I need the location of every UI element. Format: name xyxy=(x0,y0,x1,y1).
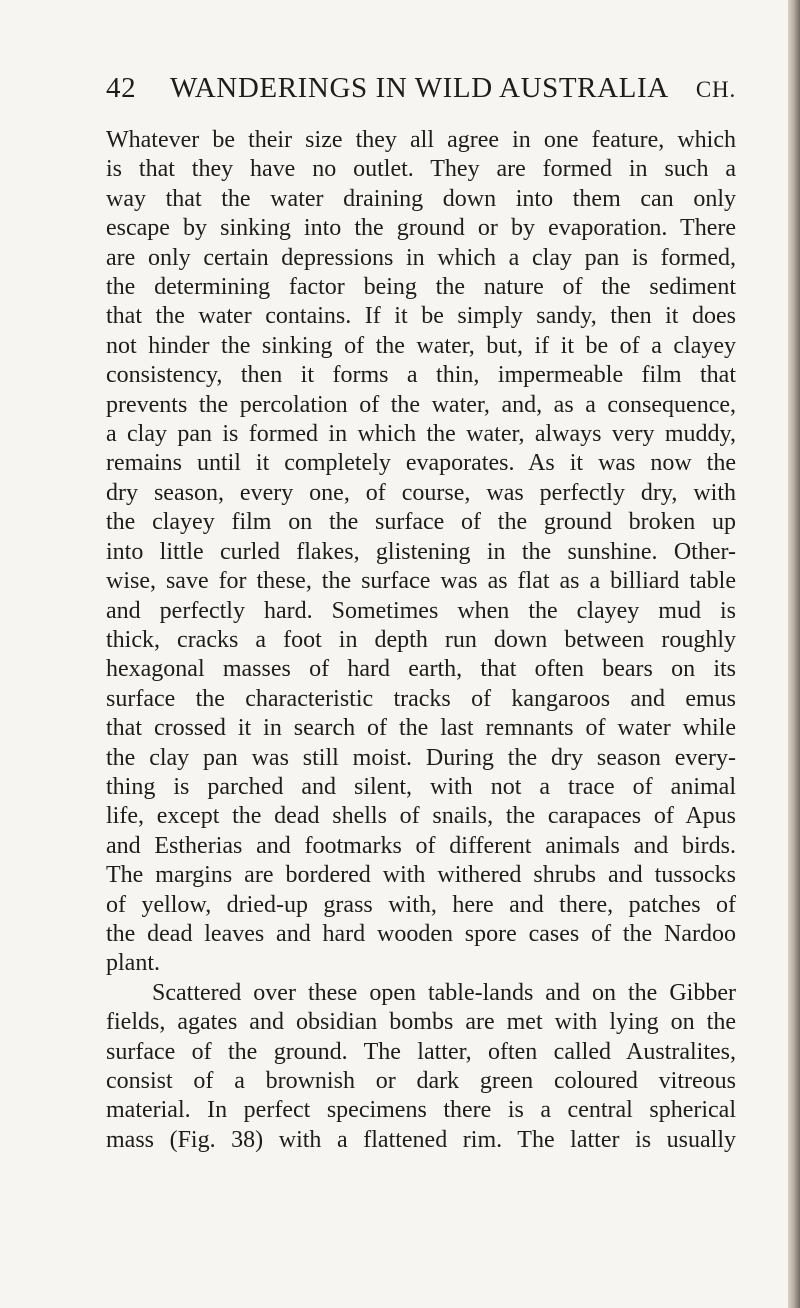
text-line: Whatever be their size they all agree in one feature, which xyxy=(106,127,736,153)
text-line: Scattered over these open table-lands and on the Gibber xyxy=(152,979,736,1006)
text-line: the clayey film on the surface of the ground broken up xyxy=(106,509,736,536)
text-line: and perfectly hard. Sometimes when the clayey mud is xyxy=(106,597,736,624)
paragraph xyxy=(106,979,736,1155)
text-line: consist of a brownish or dark green coloured vitreous xyxy=(106,1068,736,1094)
text-line: material. In perfect specimens there is a central spherical xyxy=(106,1097,736,1124)
text-line: dry season, every one, of course, was perfectly dry, with xyxy=(106,479,736,506)
text-line: remains until it completely evaporates. As it was now the xyxy=(106,450,736,477)
chapter-mark: CH. xyxy=(695,77,736,102)
text-line: wise, save for these, the surface was as flat as a billiard table xyxy=(106,568,736,595)
text-line: escape by sinking into the ground or by evaporation. There xyxy=(106,215,736,242)
text-line: surface of the ground. The latter, often called Australites, xyxy=(106,1038,736,1065)
text-line: are only certain depressions in which a clay pan is formed, xyxy=(106,244,736,271)
text-line: the determining factor being the nature of the sediment xyxy=(106,274,736,301)
text-line: the clay pan was still moist. During the dry season every- xyxy=(106,744,736,771)
page-header xyxy=(106,72,736,112)
text-line: consistency, then it forms a thin, impermeable film that xyxy=(106,362,736,389)
text-line: way that the water draining down into them can only xyxy=(106,185,736,212)
text-line: mass (Fig. 38) with a flattened rim. The latter is usually xyxy=(106,1126,736,1153)
text-line: the dead leaves and hard wooden spore cases of the Nardoo xyxy=(106,920,736,947)
paragraph xyxy=(106,126,736,979)
text-line: life, except the dead shells of snails, the carapaces of Apus xyxy=(106,803,736,830)
text-line: fields, agates and obsidian bombs are met with lying on the xyxy=(106,1009,736,1036)
page-edge-shadow xyxy=(788,0,800,1308)
text-line: not hinder the sinking of the water, but, if it be of a clayey xyxy=(106,332,736,359)
text-line: is that they have no outlet. They are formed in such a xyxy=(106,156,736,183)
text-line: plant. xyxy=(106,950,160,977)
text-line: that crossed it in search of the last remnants of water while xyxy=(106,715,736,742)
text-line: of yellow, dried-up grass with, here and there, patches of xyxy=(106,891,736,918)
text-line: thick, cracks a foot in depth run down between roughly xyxy=(106,626,736,653)
body-text xyxy=(106,126,736,1155)
page-number: 42 xyxy=(106,72,137,104)
text-line: into little curled flakes, glistening in the sunshine. Other- xyxy=(106,538,736,565)
text-line: thing is parched and silent, with not a trace of animal xyxy=(106,773,736,800)
text-line: The margins are bordered with withered shrubs and tussocks xyxy=(106,862,736,889)
text-line: hexagonal masses of hard earth, that often bears on its xyxy=(106,656,736,683)
text-line: and Estherias and footmarks of different animals and birds. xyxy=(106,832,736,859)
text-line: that the water contains. If it be simply sandy, then it does xyxy=(106,303,736,330)
text-line: a clay pan is formed in which the water, always very muddy, xyxy=(106,421,736,448)
text-line: surface the characteristic tracks of kangaroos and emus xyxy=(106,685,736,712)
running-title: WANDERINGS IN WILD AUSTRALIA xyxy=(170,72,669,104)
text-line: prevents the percolation of the water, and, as a consequence, xyxy=(106,391,736,418)
